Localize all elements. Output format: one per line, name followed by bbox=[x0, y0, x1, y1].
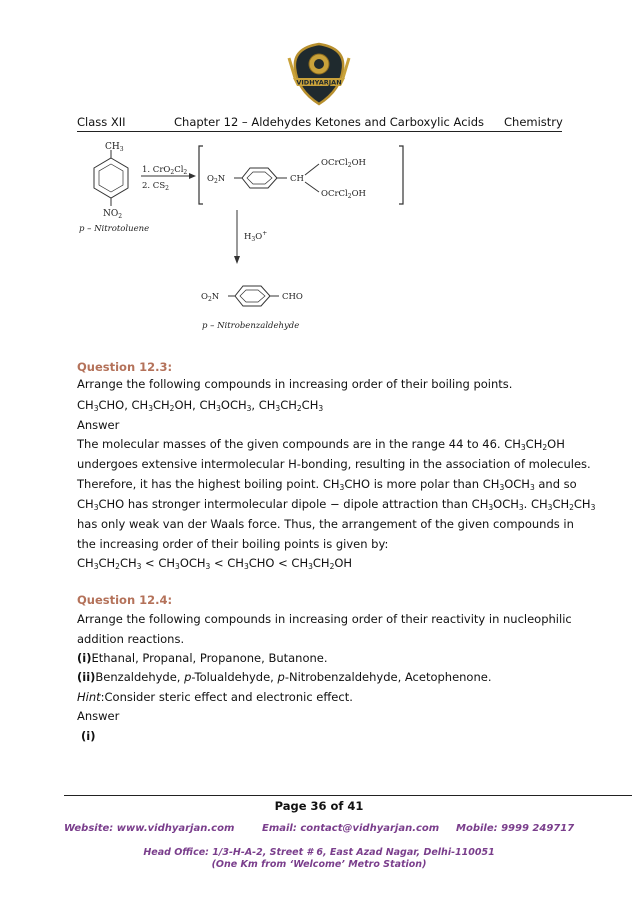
question-12-4-title: Question 12.4: bbox=[77, 593, 173, 607]
svg-text:OCrCl2OH: OCrCl$_2$OH bbox=[321, 189, 366, 200]
question-12-4-line-2: addition reactions. bbox=[77, 632, 185, 646]
answer-line-3: Therefore, it has the highest boiling point. $CH_3CHO$ is more polar than $CH_3OCH_3$ and so bbox=[77, 477, 577, 492]
part-ii: (ii)Benzaldehyde, p-Tolualdehyde, p-Nitrobenzaldehyde, Acetophenone. bbox=[77, 670, 492, 684]
header-divider bbox=[77, 131, 562, 132]
logo-text: VIDHYARJAN bbox=[296, 78, 342, 87]
answer-part-i: (i) bbox=[81, 729, 96, 743]
svg-text:2. CS2: 2. $CS_2$ bbox=[142, 181, 169, 192]
footer-email[interactable]: Email: contact@vidhyarjan.com bbox=[262, 823, 440, 834]
footer-office-line-2: (One Km from ‘Welcome’ Metro Station) bbox=[211, 859, 427, 870]
reaction-scheme bbox=[77, 138, 407, 338]
svg-text:CH3: $CH_3$ bbox=[105, 142, 124, 153]
footer-divider bbox=[64, 795, 632, 796]
page-number: Page 36 of 41 bbox=[274, 799, 364, 813]
header-class: Class XII bbox=[77, 115, 126, 129]
svg-text:O2N: $O_2N$ bbox=[201, 292, 220, 303]
answer-line-1: The molecular masses of the given compounds are in the range 44 to 46. $CH_3CH_2OH$ bbox=[77, 437, 565, 452]
answer-line-6: the increasing order of their boiling points is given by: bbox=[77, 537, 389, 551]
svg-text:O2N: $O_2N$ bbox=[207, 174, 226, 185]
footer-mobile: Mobile: 9999 249717 bbox=[456, 823, 575, 834]
hint: Hint:Consider steric effect and electronic effect. bbox=[77, 690, 353, 704]
header-subject: Chemistry bbox=[504, 115, 563, 129]
product-ring bbox=[235, 286, 270, 306]
svg-text:1. CrO2Cl2: 1. $CrO_2Cl_2$ bbox=[142, 165, 188, 176]
compound-list: $CH_3CHO$, $CH_3CH_2OH$, $CH_3OCH_3$, $CH_3CH_2CH_3$ bbox=[77, 398, 324, 413]
svg-text:CHO: CHO bbox=[282, 292, 303, 302]
svg-text:CH: CH bbox=[290, 174, 304, 184]
svg-text:OCrCl2OH: OCrCl$_2$OH bbox=[321, 158, 366, 169]
question-12-3-prompt: Arrange the following compounds in increasing order of their boiling points. bbox=[77, 377, 513, 391]
nitrotoluene-label: p – Nitrotoluene bbox=[79, 224, 150, 234]
answer-line-4: $CH_3CHO$ has stronger intermolecular dipole − dipole attraction than $CH_3OCH_3$. $CH_3CH_2CH_3$ bbox=[77, 497, 596, 512]
intermediate-ring bbox=[242, 168, 277, 188]
nitrobenzaldehyde-label: p – Nitrobenzaldehyde bbox=[202, 321, 300, 331]
footer-website[interactable]: Website: www.vidhyarjan.com bbox=[64, 823, 235, 834]
footer-office-line-1: Head Office: 1/3-H-A-2, Street # 6, East Azad Nagar, Delhi-110051 bbox=[143, 847, 495, 858]
answer-line-2: undergoes extensive intermolecular H-bonding, resulting in the association of molecules. bbox=[77, 457, 591, 471]
part-i: (i)Ethanal, Propanal, Propanone, Butanone. bbox=[77, 651, 328, 665]
svg-text:H3O+: $H_3O^+$ bbox=[244, 230, 268, 243]
question-12-3-title: Question 12.3: bbox=[77, 360, 173, 374]
answer-line-5: has only weak van der Waals force. Thus, the arrangement of the given compounds in bbox=[77, 517, 574, 531]
boiling-order: $CH_3CH_2CH_3 < CH_3OCH_3 < CH_3CHO < CH_3CH_2OH$ bbox=[77, 556, 353, 571]
answer-label-12-4: Answer bbox=[77, 709, 120, 723]
question-12-4-line-1: Arrange the following compounds in increasing order of their reactivity in nucleophilic bbox=[77, 612, 572, 626]
nitrotoluene-structure bbox=[94, 150, 128, 206]
header-chapter: Chapter 12 – Aldehydes Ketones and Carboxylic Acids bbox=[174, 115, 485, 129]
answer-label: Answer bbox=[77, 418, 120, 432]
vidhyarjan-logo bbox=[285, 38, 353, 108]
svg-text:NO2: $NO_2$ bbox=[103, 209, 123, 220]
